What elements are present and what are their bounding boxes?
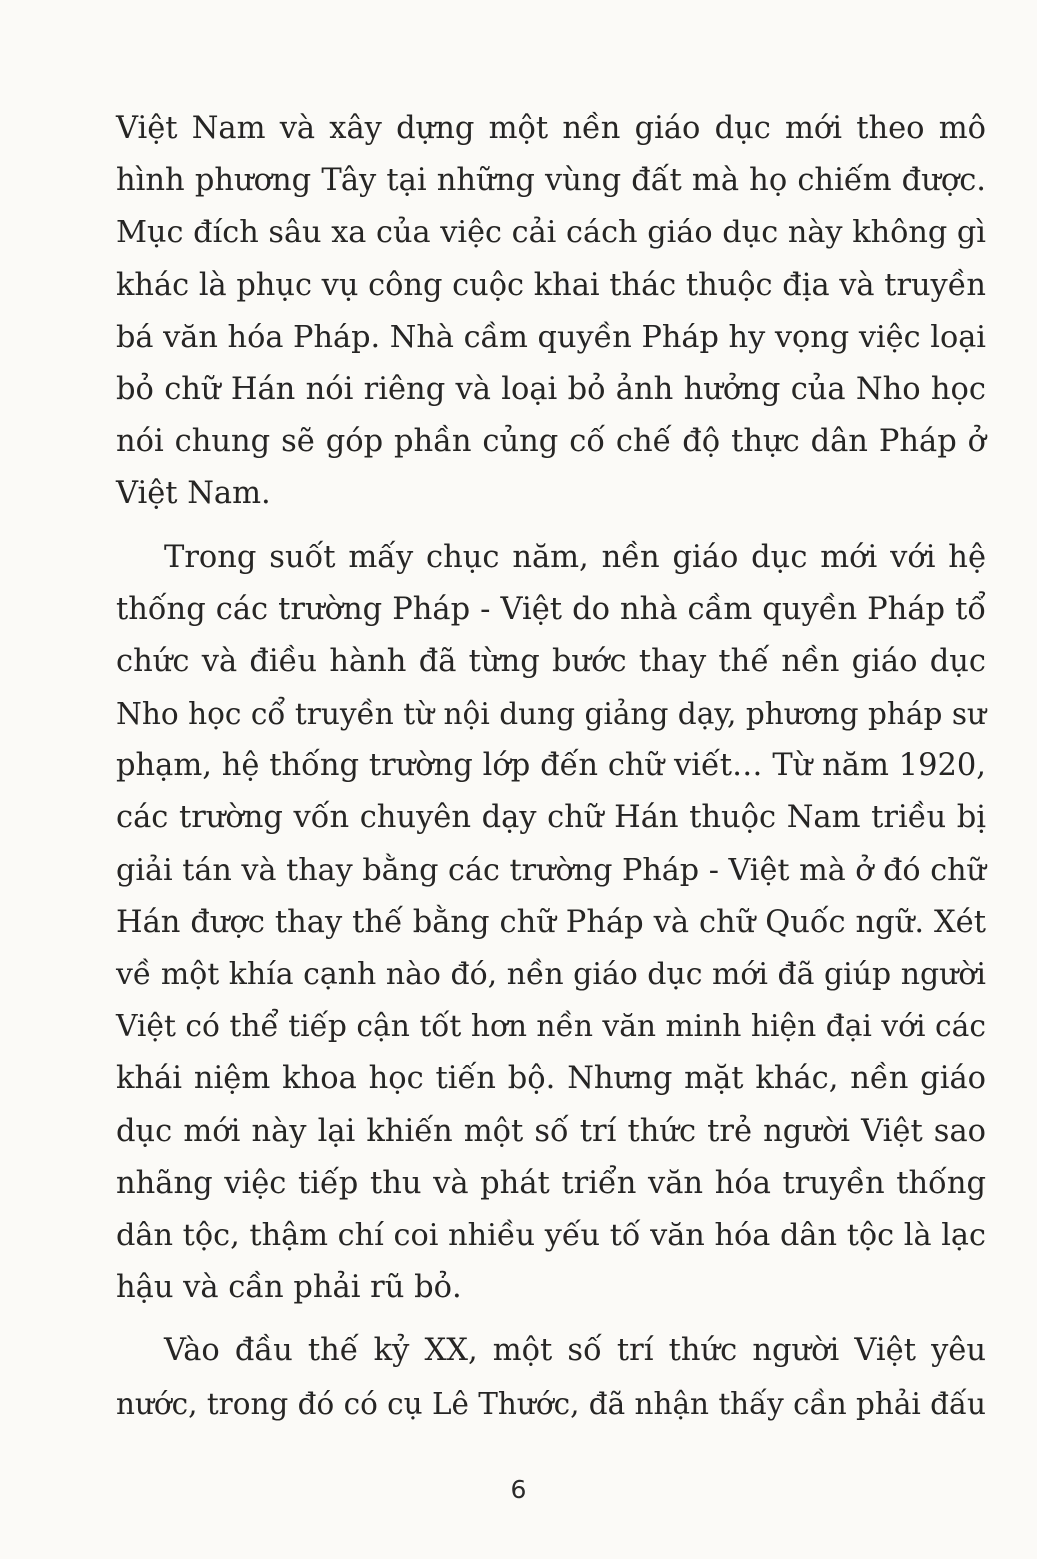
text-line: hình phương Tây tại những vùng đất mà họ chiếm được. <box>116 163 986 199</box>
text-line: phạm, hệ thống trường lớp đến chữ viết… Từ năm 1920, <box>116 748 986 784</box>
text-line: bỏ chữ Hán nói riêng và loại bỏ ảnh hưởng của Nho học <box>116 371 986 407</box>
text-line: Việt Nam. <box>116 476 271 512</box>
text-line: hậu và cần phải rũ bỏ. <box>116 1270 462 1306</box>
text-line: Mục đích sâu xa của việc cải cách giáo dục này không gì <box>116 215 986 251</box>
text-line: giải tán và thay bằng các trường Pháp - Việt mà ở đó chữ <box>116 852 986 888</box>
text-line: dân tộc, thậm chí coi nhiều yếu tố văn hóa dân tộc là lạc <box>116 1217 986 1253</box>
text-line: Việt Nam và xây dựng một nền giáo dục mới theo mô <box>116 111 986 146</box>
text-line: bá văn hóa Pháp. Nhà cầm quyền Pháp hy vọng việc loại <box>116 319 986 355</box>
paragraph-gap <box>116 521 986 532</box>
text-line: Vào đầu thế kỷ XX, một số trí thức người Việt yêu <box>164 1333 986 1369</box>
text-line: khác là phục vụ công cuộc khai thác thuộc địa và truyền <box>116 267 986 303</box>
text-line: nói chung sẽ góp phần củng cố chế độ thực dân Pháp ở <box>116 424 986 460</box>
text-line: Việt có thể tiếp cận tốt hơn nền văn minh hiện đại với các <box>116 1009 986 1045</box>
text-line: chức và điều hành đã từng bước thay thế nền giáo dục <box>116 643 986 679</box>
page-number: 6 <box>510 1475 527 1504</box>
text-line: dục mới này lại khiến một số trí thức trẻ người Việt sao <box>116 1113 986 1149</box>
text-line: Nho học cổ truyền từ nội dung giảng dạy, phương pháp sư <box>116 697 986 732</box>
text-line: các trường vốn chuyên dạy chữ Hán thuộc Nam triều bị <box>116 800 986 836</box>
text-line: về một khía cạnh nào đó, nền giáo dục mới đã giúp người <box>116 957 986 992</box>
text-line: nước, trong đó có cụ Lê Thước, đã nhận thấy cần phải đấu <box>116 1386 986 1421</box>
text-line: thống các trường Pháp - Việt do nhà cầm quyền Pháp tổ <box>116 591 986 627</box>
text-line: nhãng việc tiếp thu và phát triển văn hóa truyền thống <box>116 1165 986 1201</box>
text-line: Trong suốt mấy chục năm, nền giáo dục mới với hệ <box>164 539 986 575</box>
paragraph-gap <box>116 1314 986 1325</box>
text-line: khái niệm khoa học tiến bộ. Nhưng mặt khác, nền giáo <box>116 1061 986 1097</box>
body-text <box>116 103 986 1430</box>
text-line: Hán được thay thế bằng chữ Pháp và chữ Quốc ngữ. Xét <box>116 904 986 940</box>
